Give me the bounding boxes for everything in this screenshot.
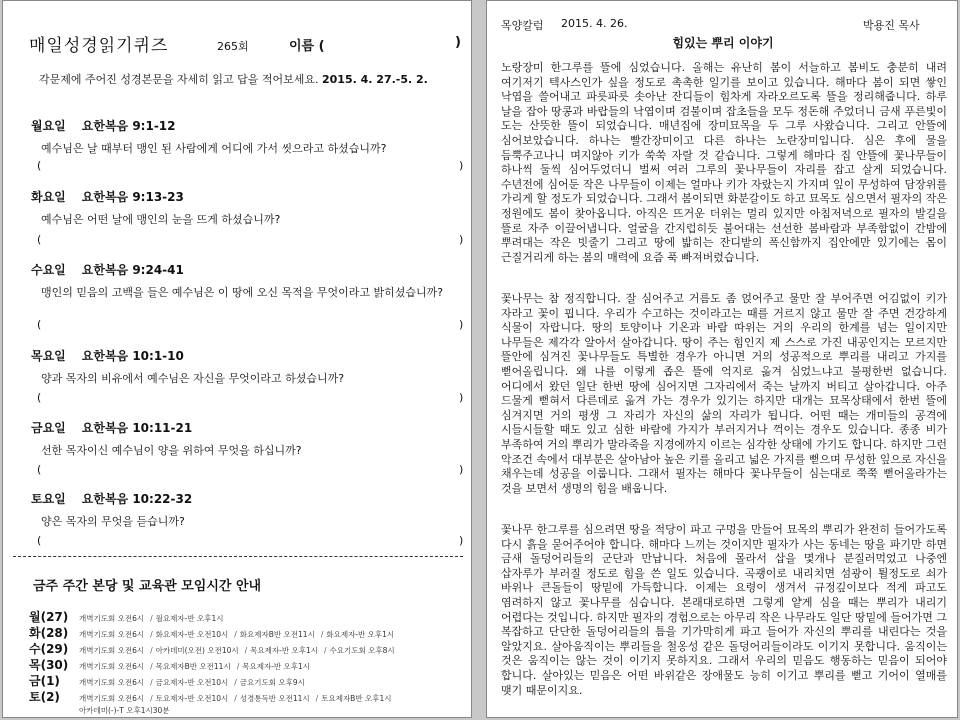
schedule-event: 아카데미(-)-T 오후1시30분: [79, 706, 170, 715]
schedule-event: 화요제자B반 오전11시: [239, 630, 315, 639]
quiz-page: [2, 0, 472, 718]
schedule-event: 목요제자-반 오후1시: [250, 646, 318, 655]
instruction-text: 각문제에 주어진 성경본문을 자세히 읽고 답을 적어보세요.: [39, 73, 319, 86]
scripture-ref: 요한복음 9:24-41: [81, 263, 184, 277]
schedule-date: 토(2): [29, 690, 60, 704]
column-author: 박용진 목사: [863, 19, 920, 32]
column-paragraph: 노랑장미 한그루를 뜰에 심었습니다. 올해는 유난히 봄이 서늘하고 봄비도 충분히 내려 여기저기 텍사스인가 싶을 정도로 촉촉한 일기를 보이고 있습니다. 해마다 봄이 되면 쌓인 낙엽을 쓸어내고 파릇파릇 솟아난 잔디들이 힘차게 자라오르도록 뜰을 정리해줍니다. 하루 날을 잡아 땅콩과 바랍들의 낙엽이며 검불이며 잡초들을 모두 정돈해 주었더니 금새 푸른빛이 도는 산뜻한 뜰이 되었습니다. 매년집에 장미묘목을 두 그루 사왔습니다. 그리고 안뜰에 심어보았습니다. 하나는 빨간장미이고 다른 하나는 노란장미입니다. 심은 후에 물을 듬뿍주고나니 며지않아 키가 쑥쑥 자랄 것 같습니다. 그렇게 해마다 집 안뜰에 꽃나무들이 하나씩 둘씩 심어두었더니 벌써 여러 그루의 꽃나무들이 자리를 잡고 살게 되었습니다. 수년전에 심어둔 작은 나무들이 이제는 얼마나 키가 자랐는지 가지며 잎이 무성하여 담장위를 가리게 할 정도가 되었습니다. 그래서 봄이되면 화분갈이도 하고 묘목도 심으면서 필자의 작은 정원에도 봄이 찾아옵니다. 아직은 뜨거운 더위는 멀리 있지만 아침저녁으로 필자의 발길을 뜰로 자주 이끌어냅니다. 얼굴을 간지럽히듯 불어대는 선선한 봄바람과 부족함없이 간밤에 뿌려대는 작은 빗줄기 그리고 땅에 밟히는 잔디밭의 폭신함까지 집안에만 있기에는 몸이 근질거리게 하는 봄의 매력에 요즘 푹 빠져버렸습니다.: [501, 61, 947, 264]
name-label: 이름 (: [289, 39, 325, 54]
answer-open-paren: (: [37, 233, 42, 246]
day-label: 화요일: [31, 190, 66, 204]
scripture-ref: 요한복음 9:13-23: [81, 190, 184, 204]
schedule-row: 수(29) 개벽기도회 오전6시 / 아카데미(오전) 오전10시 / 목요제자-반 오후1시 / 수요기도회 오후8시: [29, 642, 395, 656]
answer-close-paren: ): [459, 463, 464, 476]
column-label: 목양칼럼: [501, 19, 544, 32]
answer-open-paren: (: [37, 159, 42, 172]
quiz-period: 2015. 4. 27.-5. 2.: [322, 73, 428, 86]
column-paragraph: 꽃나무는 참 정직합니다. 잘 심어주고 거름도 좀 얹어주고 물만 잘 부어주면 어김없이 키가 자라고 꽃이 핍니다. 우리가 수고하는 것이라고는 때를 거르지 않고 물만 잘 주면 건강하게 식물이 자랍니다. 땅의 토양이나 기온과 바람 따위는 거의 우리의 한계를 넘는 일이지만 나무들은 제각각 알아서 살아갑니다. 땅이 주는 힘인지 제 스스로 가진 내공인지는 모르지만 뜰안에 심겨진 꽃나무들도 특별한 경우가 아니면 거의 성공적으로 뿌리를 내리고 가지를 뻗어올립니다. 왜 나를 이렇게 좁은 뜰에 억지로 옮겨 심었느냐고 불평한번 없습니다. 어디에서 왔던 일단 한번 땅에 심어지면 그자리에서 죽는 날까지 버티고 살아갑니다. 아주 드물게 뻗혀서 다른데로 옮겨 가는 경우가 있기는 하지만 대개는 묘목상태에서 한번 뜰에 심겨지면 거의 평생 그 자리가 자신의 삶의 자리가 됩니다. 어떤 때는 개미들의 공격에 시들시들할 때도 있고 심한 바람에 가지가 부러지거나 꺽이는 경우도 있습니다. 종종 비가 부족하여 거의 뿌리가 말라죽을 지경에까지 이르는 심각한 상태에 가기도 합니다. 하지만 그런 악조건 속에서 대부분은 살아남아 높은 키를 올리고 넓은 가지를 뻗으며 무성한 잎으로 자신을 채우는데 성공을 이룹니다. 그래서 필자는 해마다 꽃나무들이 심는대로 쭉쭉 뻗어올라가는 것을 보면서 생명의 힘을 배웁니다.: [501, 292, 947, 495]
answer-close-paren: ): [459, 159, 464, 172]
schedule-event: 성경통독반 오전11시: [239, 694, 310, 703]
day-heading: [31, 490, 192, 507]
schedule-event: 금요제자-반 오전10시: [155, 678, 229, 687]
schedule-event: 개벽기도회 오전6시: [79, 646, 145, 655]
schedule-date: 화(28): [29, 626, 69, 640]
schedule-event: 개벽기도회 오전6시: [79, 614, 145, 623]
instruction: [39, 71, 428, 87]
scripture-ref: 요한복음 10:22-32: [81, 492, 193, 506]
schedule-row: 월(27) 개벽기도회 오전6시 / 월요제자-반 오후1시: [29, 610, 224, 624]
quiz-title: 매일성경읽기퀴즈: [29, 36, 169, 56]
answer-open-paren: (: [37, 391, 42, 404]
day-heading: [31, 117, 176, 134]
name-close-paren: ): [455, 35, 461, 50]
schedule-event: 목요제자-반 오후1시: [242, 662, 311, 671]
dashed-divider: [13, 556, 463, 557]
question-text: 선한 목자이신 예수님이 양을 위하여 무엇을 하십니까?: [41, 444, 302, 457]
schedule-event: 개벽기도회 오전6시: [79, 630, 145, 639]
day-label: 목요일: [31, 349, 66, 363]
day-label: 토요일: [31, 492, 66, 506]
question-text: 예수님은 날 때부터 맹인 된 사람에게 어디에 가서 씻으라고 하셨습니까?: [41, 142, 387, 155]
schedule-event: 수요기도회 오후8시: [329, 646, 395, 655]
schedule-row: 화(28) 개벽기도회 오전6시 / 화요제자-반 오전10시 / 화요제자B반 오전11시 / 화요제자-반 오후1시: [29, 626, 395, 640]
schedule-event: 아카데미(오전) 오전10시: [155, 646, 239, 655]
schedule-event: 금요기도회 오후9시: [239, 678, 305, 687]
schedule-event: 목요제자B반 오전11시: [155, 662, 231, 671]
schedule-row: 목(30) 개벽기도회 오전6시 / 목요제자B반 오전11시 / 목요제자-반 오후1시: [29, 658, 311, 672]
scripture-ref: 요한복음 10:1-10: [81, 349, 184, 363]
day-heading: [31, 347, 184, 364]
answer-close-paren: ): [459, 233, 464, 246]
schedule-date: 금(1): [29, 674, 60, 688]
answer-open-paren: (: [37, 463, 42, 476]
schedule-event: 화요제자-반 오후1시: [326, 630, 395, 639]
answer-close-paren: ): [459, 534, 464, 547]
day-heading: [31, 419, 192, 436]
question-text: 예수님은 어떤 날에 맹인의 눈을 뜨게 하셨습니까?: [41, 213, 281, 226]
schedule-date: 월(27): [29, 610, 69, 624]
column-page: [486, 0, 958, 718]
day-label: 수요일: [31, 263, 66, 277]
answer-close-paren: ): [459, 318, 464, 331]
question-text: 양과 목자의 비유에서 예수님은 자신을 무엇이라고 하셨습니까?: [41, 372, 345, 385]
schedule-date: 수(29): [29, 642, 69, 656]
schedule-event: 화요제자-반 오전10시: [155, 630, 229, 639]
scripture-ref: 요한복음 10:11-21: [81, 421, 193, 435]
answer-open-paren: (: [37, 318, 42, 331]
answer-open-paren: (: [37, 534, 42, 547]
quiz-number: 265회: [217, 40, 249, 53]
scripture-ref: 요한복음 9:1-12: [81, 119, 176, 133]
question-text: 양은 목자의 무엇을 듣습니까?: [41, 515, 185, 528]
column-title: 힘있는 뿌리 이야기: [672, 36, 774, 50]
schedule-event: 개벽기도회 오전6시: [79, 662, 145, 671]
schedule-event: 토요제자-반 오전10시: [155, 694, 229, 703]
column-paragraph: 꽃나무 한그루를 심으려면 땅을 적당이 파고 구멍을 만들어 묘목의 뿌리가 완전히 들어가도록 다시 흙을 묻어주어야 합니다. 해마다 느끼는 것이지만 필자가 사는 동네는 땅을 파기만 하면 금새 돌덩어리들의 군단과 만납니다. 처음에 몰라서 삽을 몇개나 분질러먹었고 나중엔 삽자루가 부러질 정도로 힘을 쓴 일도 있습니다. 곡괭이로 내리치면 섬광이 튈정도로 쇠가 바위나 큰돌들이 땅밑에 가득합니다. 이제는 요령이 생겨서 규정깊이보다 적게 파고도 염려하지 않고 꽃나무를 심습니다. 본래대로하면 그렇게 얕게 심을 때는 뿌리가 내리기 어렵다는 것입니다. 하지만 필자의 경험으로는 아무리 작은 나무라도 일단 땅밑에 들어가면 그 복잡하고 단단한 돌덩어리들의 틈을 기가막히게 파고 들어가 자신의 뿌리를 내린다는 것을 알았지요. 살아움직이는 뿌리들을 철옹성 같은 돌덩어리들이라도 이기지 못합니다. 움직이는 것은 움직이는 않는 것이 이기지 못하지요. 그래서 우리의 믿음도 행동하는 믿음이 되어야 합니다. 살아있는 믿음은 어떤 바위같은 장애물도 능히 이기고 뿌리를 뻗고 기어이 열매를 맺기 때문이지요.: [501, 523, 947, 697]
schedule-event: 토요제자B반 오후1시: [321, 694, 392, 703]
schedule-row: 금(1) 개벽기도회 오전6시 / 금요제자-반 오전10시 / 금요기도회 오후9시: [29, 674, 305, 688]
schedule-date: 목(30): [29, 658, 69, 672]
notice-title: 금주 주간 본당 및 교육관 모임시간 안내: [33, 579, 262, 594]
question-text: 맹인의 믿음의 고백을 들은 예수님은 이 땅에 오신 목적을 무엇이라고 밝히셨습니까?: [41, 286, 444, 299]
schedule-event: 개벽기도회 오전6시: [79, 694, 145, 703]
day-heading: [31, 261, 184, 278]
schedule-event: 개벽기도회 오전6시: [79, 678, 145, 687]
schedule-row: 토(2) 개벽기도회 오전6시 / 토요제자-반 오전10시 / 성경통독반 오전11시 / 토요제자B반 오후1시: [29, 690, 392, 704]
answer-close-paren: ): [459, 391, 464, 404]
column-date: 2015. 4. 26.: [561, 17, 628, 30]
day-label: 월요일: [31, 119, 66, 133]
day-label: 금요일: [31, 421, 66, 435]
schedule-event: 월요제자-반 오후1시: [155, 614, 224, 623]
schedule-row: [29, 703, 173, 716]
day-heading: [31, 188, 184, 205]
